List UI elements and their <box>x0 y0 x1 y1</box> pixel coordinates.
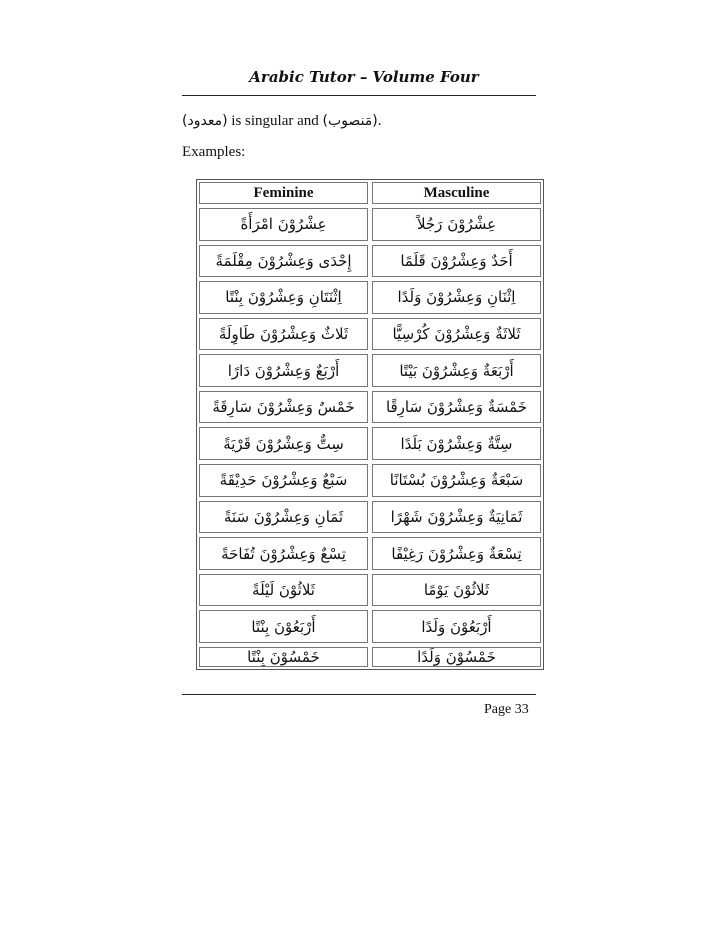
masculine-cell: ثَلاثُوْنَ يَوْمًا <box>372 574 541 607</box>
masculine-header: Masculine <box>372 182 541 204</box>
feminine-cell: ثَلاثٌ وَعِشْرُوْنَ طَاوِلَةً <box>199 318 368 351</box>
examples-label: Examples: <box>182 144 246 160</box>
masculine-cell: سِتَّةٌ وَعِشْرُوْنَ بَلَدًا <box>372 427 541 460</box>
feminine-cell: اِثْنَتَانِ وَعِشْرُوْنَ بِنْتًا <box>199 281 368 314</box>
masculine-cell: ثَلاثَةٌ وَعِشْرُوْنَ كُرْسِيًّا <box>372 318 541 351</box>
masculine-cell: ثَمَانِيَةٌ وَعِشْرُوْنَ شَهْرًا <box>372 501 541 534</box>
masculine-cell: عِشْرُوْنَ رَجُلاً <box>372 208 541 241</box>
feminine-cell: خَمْسٌ وَعِشْرُوْنَ سَارِقَةً <box>199 391 368 424</box>
masculine-cell: أَرْبَعَةٌ وَعِشْرُوْنَ بَيْتًا <box>372 354 541 387</box>
masculine-cell: خَمْسُوْنَ وَلَدًا <box>372 647 541 667</box>
feminine-cell: أَرْبَعُوْنَ بِنْتًا <box>199 610 368 643</box>
feminine-cell: ثَلاثُوْنَ لَيْلَةً <box>199 574 368 607</box>
page-header-title: Arabic Tutor – Volume Four <box>249 68 479 86</box>
masculine-cell: تِسْعَةٌ وَعِشْرُوْنَ رَغِيْفًا <box>372 537 541 570</box>
masculine-cell: أَرْبَعُوْنَ وَلَدًا <box>372 610 541 643</box>
feminine-cell: خَمْسُوْنَ بِنْتًا <box>199 647 368 667</box>
masculine-cell: خَمْسَةٌ وَعِشْرُوْنَ سَارِقًا <box>372 391 541 424</box>
feminine-cell: ثَمَانِ وَعِشْرُوْنَ سَنَةً <box>199 501 368 534</box>
footer-rule <box>182 694 536 695</box>
feminine-cell: إِحْدَى وَعِشْرُوْنَ مِقْلَمَةً <box>199 245 368 278</box>
intro-text: is singular and <box>227 113 323 129</box>
intro-arabic-madood: (معدود) <box>182 113 228 129</box>
feminine-header: Feminine <box>199 182 368 204</box>
masculine-cell: أَحَدٌ وَعِشْرُوْنَ قَلَمًا <box>372 245 541 278</box>
intro-end: . <box>377 113 382 129</box>
feminine-cell: أَرْبَعٌ وَعِشْرُوْنَ دَارًا <box>199 354 368 387</box>
feminine-cell: سِتٌّ وَعِشْرُوْنَ قَرْيَةً <box>199 427 368 460</box>
feminine-cell: عِشْرُوْنَ امْرَأَةً <box>199 208 368 241</box>
feminine-cell: سَبْعٌ وَعِشْرُوْنَ حَدِيْقَةً <box>199 464 368 497</box>
examples-table <box>196 179 544 670</box>
intro-line <box>182 113 382 130</box>
header-rule <box>182 95 536 96</box>
feminine-cell: تِسْعٌ وَعِشْرُوْنَ تُفَاحَةً <box>199 537 368 570</box>
page-number: Page 33 <box>484 702 529 717</box>
masculine-cell: سَبْعَةٌ وَعِشْرُوْنَ بُسْتَانًا <box>372 464 541 497</box>
masculine-cell: اِثْنَانِ وَعِشْرُوْنَ وَلَدًا <box>372 281 541 314</box>
intro-arabic-mansub: (مَنصوب) <box>322 113 378 129</box>
